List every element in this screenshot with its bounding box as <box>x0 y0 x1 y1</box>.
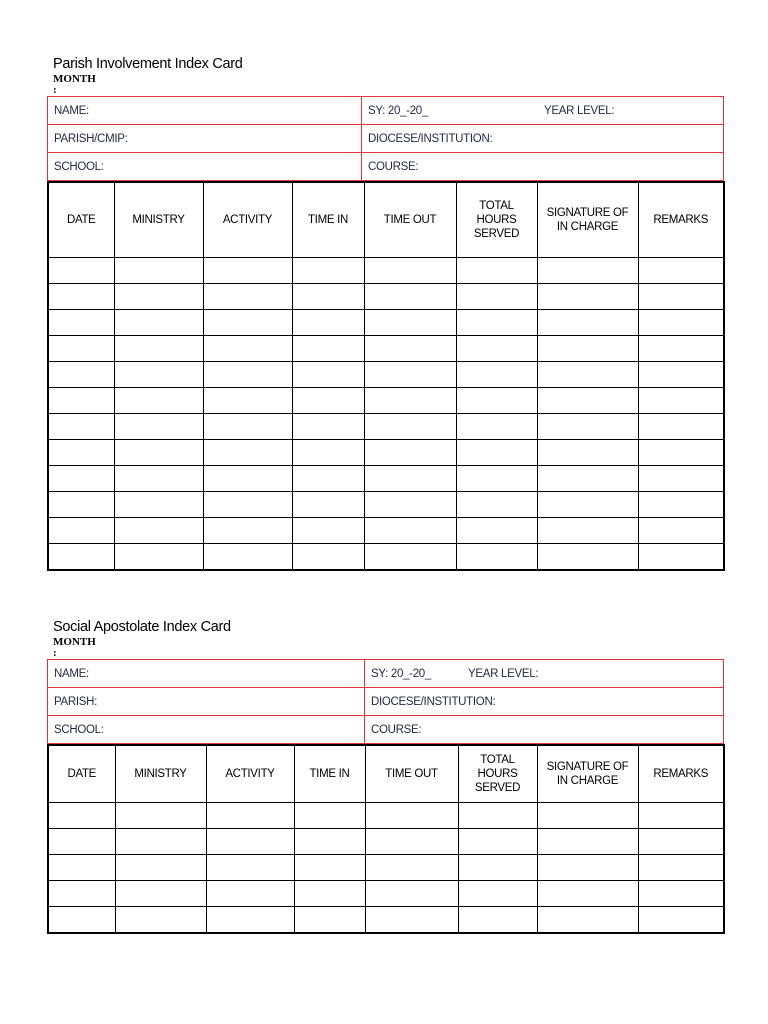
cell-time-out[interactable] <box>364 258 456 284</box>
cell-time-in[interactable] <box>292 336 364 362</box>
cell-time-out[interactable] <box>364 414 456 440</box>
cell-time-out[interactable] <box>364 440 456 466</box>
table-row <box>48 284 724 310</box>
header-row <box>48 182 724 258</box>
cell-remarks[interactable] <box>638 362 724 388</box>
table-row <box>48 466 724 492</box>
cell-time-out[interactable] <box>364 284 456 310</box>
cell-time-in[interactable] <box>294 829 365 855</box>
cell-remarks[interactable] <box>638 414 724 440</box>
table-row <box>48 258 724 284</box>
col-time-in-header: TIME IN <box>294 745 365 803</box>
cell-date[interactable] <box>48 881 115 907</box>
cell-ministry[interactable] <box>114 388 203 414</box>
cell-signature[interactable] <box>537 544 638 571</box>
cell-signature[interactable] <box>537 518 638 544</box>
table-row <box>48 518 724 544</box>
course-label: COURSE: <box>368 160 419 173</box>
table-row <box>48 492 724 518</box>
card-title: Social Apostolate Index Card <box>53 619 231 635</box>
cell-total-hours[interactable] <box>456 388 537 414</box>
cell-activity[interactable] <box>203 362 292 388</box>
cell-time-in[interactable] <box>292 544 364 571</box>
table-row <box>48 829 724 855</box>
month-label: MONTH <box>53 636 96 648</box>
cell-date[interactable] <box>48 492 114 518</box>
cell-ministry[interactable] <box>114 466 203 492</box>
cell-remarks[interactable] <box>638 855 724 881</box>
cell-signature[interactable] <box>537 414 638 440</box>
info-table <box>47 659 724 744</box>
info-row <box>48 153 724 181</box>
course-field[interactable] <box>362 153 724 181</box>
table-row <box>48 440 724 466</box>
cell-total-hours[interactable] <box>456 414 537 440</box>
col-remarks-header: REMARKS <box>638 182 724 258</box>
cell-signature[interactable] <box>537 492 638 518</box>
cell-activity[interactable] <box>203 284 292 310</box>
cell-time-out[interactable] <box>364 466 456 492</box>
cell-time-in[interactable] <box>294 855 365 881</box>
name-label: NAME: <box>54 667 89 680</box>
cell-activity[interactable] <box>203 492 292 518</box>
table-row <box>48 803 724 829</box>
cell-remarks[interactable] <box>638 258 724 284</box>
cell-signature[interactable] <box>537 310 638 336</box>
cell-ministry[interactable] <box>114 336 203 362</box>
info-table <box>47 96 724 181</box>
cell-ministry[interactable] <box>114 544 203 571</box>
cell-activity[interactable] <box>206 881 294 907</box>
cell-signature[interactable] <box>537 803 638 829</box>
col-date-header: DATE <box>48 745 115 803</box>
cell-total-hours[interactable] <box>458 881 537 907</box>
sy-year-field[interactable] <box>362 97 724 125</box>
cell-activity[interactable] <box>203 388 292 414</box>
col-activity-header: ACTIVITY <box>206 745 294 803</box>
cell-signature[interactable] <box>537 855 638 881</box>
cell-date[interactable] <box>48 855 115 881</box>
cell-total-hours[interactable] <box>456 284 537 310</box>
cell-remarks[interactable] <box>638 310 724 336</box>
cell-date[interactable] <box>48 518 114 544</box>
cell-time-in[interactable] <box>294 907 365 934</box>
card-title: Parish Involvement Index Card <box>53 56 243 72</box>
cell-remarks[interactable] <box>638 803 724 829</box>
parish-involvement-card <box>47 55 723 571</box>
table-row <box>48 362 724 388</box>
cell-date[interactable] <box>48 544 114 571</box>
col-activity-header: ACTIVITY <box>203 182 292 258</box>
cell-time-out[interactable] <box>364 544 456 571</box>
school-label: SCHOOL: <box>54 723 104 736</box>
cell-ministry[interactable] <box>115 881 206 907</box>
cell-ministry[interactable] <box>114 258 203 284</box>
parish-field[interactable] <box>48 125 362 153</box>
cell-remarks[interactable] <box>638 492 724 518</box>
month-label: MONTH <box>53 73 96 85</box>
cell-activity[interactable] <box>203 310 292 336</box>
cell-remarks[interactable] <box>638 907 724 934</box>
col-time-in-header: TIME IN <box>292 182 364 258</box>
log-table <box>47 181 725 571</box>
cell-activity[interactable] <box>203 466 292 492</box>
col-time-out-header: TIME OUT <box>365 745 458 803</box>
cell-ministry[interactable] <box>114 518 203 544</box>
cell-signature[interactable] <box>537 881 638 907</box>
cell-signature[interactable] <box>537 258 638 284</box>
cell-total-hours[interactable] <box>456 518 537 544</box>
cell-date[interactable] <box>48 466 114 492</box>
cell-time-in[interactable] <box>292 414 364 440</box>
school-field[interactable] <box>48 716 365 744</box>
cell-date[interactable] <box>48 362 114 388</box>
col-signature-header: SIGNATURE OF IN CHARGE <box>537 745 638 803</box>
cell-signature[interactable] <box>537 388 638 414</box>
col-signature-header: SIGNATURE OF IN CHARGE <box>537 182 638 258</box>
table-row <box>48 388 724 414</box>
cell-time-in[interactable] <box>292 466 364 492</box>
cell-time-in[interactable] <box>292 440 364 466</box>
cell-activity[interactable] <box>206 803 294 829</box>
cell-ministry[interactable] <box>114 440 203 466</box>
diocese-field[interactable] <box>365 688 724 716</box>
cell-time-out[interactable] <box>365 829 458 855</box>
cell-time-out[interactable] <box>364 362 456 388</box>
cell-ministry[interactable] <box>115 829 206 855</box>
cell-signature[interactable] <box>537 336 638 362</box>
cell-remarks[interactable] <box>638 440 724 466</box>
cell-remarks[interactable] <box>638 518 724 544</box>
course-field[interactable] <box>365 716 724 744</box>
cell-time-out[interactable] <box>364 388 456 414</box>
year-level-label: YEAR LEVEL: <box>468 667 539 680</box>
cell-ministry[interactable] <box>115 907 206 934</box>
info-row <box>48 125 724 153</box>
cell-ministry[interactable] <box>114 414 203 440</box>
col-ministry-header: MINISTRY <box>115 745 206 803</box>
school-field[interactable] <box>48 153 362 181</box>
cell-time-out[interactable] <box>364 336 456 362</box>
cell-total-hours[interactable] <box>458 907 537 934</box>
cell-time-in[interactable] <box>292 310 364 336</box>
cell-activity[interactable] <box>203 414 292 440</box>
cell-time-out[interactable] <box>365 907 458 934</box>
cell-total-hours[interactable] <box>456 362 537 388</box>
cell-date[interactable] <box>48 829 115 855</box>
cell-signature[interactable] <box>537 284 638 310</box>
name-field[interactable] <box>48 660 365 688</box>
cell-total-hours[interactable] <box>456 492 537 518</box>
school-label: SCHOOL: <box>54 160 104 173</box>
cell-activity[interactable] <box>203 440 292 466</box>
diocese-label: DIOCESE/INSTITUTION: <box>371 695 496 708</box>
cell-remarks[interactable] <box>638 466 724 492</box>
cell-activity[interactable] <box>206 855 294 881</box>
cell-remarks[interactable] <box>638 388 724 414</box>
cell-total-hours[interactable] <box>458 829 537 855</box>
cell-time-out[interactable] <box>365 855 458 881</box>
cell-time-in[interactable] <box>292 284 364 310</box>
cell-time-out[interactable] <box>365 881 458 907</box>
year-level-label: YEAR LEVEL: <box>544 104 615 117</box>
col-total-hours-header: TOTAL HOURS SERVED <box>456 182 537 258</box>
sy-label: SY: 20_-20_ <box>368 104 429 117</box>
parish-label: PARISH/CMIP: <box>54 132 128 145</box>
table-row <box>48 336 724 362</box>
info-row <box>48 660 724 688</box>
cell-time-in[interactable] <box>292 518 364 544</box>
col-time-out-header: TIME OUT <box>364 182 456 258</box>
table-row <box>48 881 724 907</box>
cell-date[interactable] <box>48 310 114 336</box>
cell-total-hours[interactable] <box>456 336 537 362</box>
cell-ministry[interactable] <box>114 492 203 518</box>
cell-activity[interactable] <box>203 258 292 284</box>
table-row <box>48 310 724 336</box>
cell-date[interactable] <box>48 258 114 284</box>
col-ministry-header: MINISTRY <box>114 182 203 258</box>
cell-total-hours[interactable] <box>456 310 537 336</box>
cell-total-hours[interactable] <box>456 466 537 492</box>
cell-signature[interactable] <box>537 907 638 934</box>
cell-remarks[interactable] <box>638 284 724 310</box>
cell-time-in[interactable] <box>294 881 365 907</box>
cell-time-in[interactable] <box>292 258 364 284</box>
col-total-hours-header: TOTAL HOURS SERVED <box>458 745 537 803</box>
cell-ministry[interactable] <box>115 855 206 881</box>
cell-activity[interactable] <box>206 907 294 934</box>
cell-date[interactable] <box>48 414 114 440</box>
header-row <box>48 745 724 803</box>
cell-time-out[interactable] <box>364 518 456 544</box>
diocese-field[interactable] <box>362 125 724 153</box>
cell-total-hours[interactable] <box>458 855 537 881</box>
cell-signature[interactable] <box>537 829 638 855</box>
diocese-label: DIOCESE/INSTITUTION: <box>368 132 493 145</box>
cell-remarks[interactable] <box>638 881 724 907</box>
cell-total-hours[interactable] <box>456 440 537 466</box>
cell-remarks[interactable] <box>638 829 724 855</box>
table-row <box>48 907 724 934</box>
name-label: NAME: <box>54 104 89 117</box>
cell-ministry[interactable] <box>114 362 203 388</box>
cell-activity[interactable] <box>206 829 294 855</box>
cell-ministry[interactable] <box>114 310 203 336</box>
cell-date[interactable] <box>48 388 114 414</box>
course-label: COURSE: <box>371 723 422 736</box>
cell-remarks[interactable] <box>638 544 724 571</box>
info-row <box>48 97 724 125</box>
col-remarks-header: REMARKS <box>638 745 724 803</box>
cell-activity[interactable] <box>203 518 292 544</box>
log-table <box>47 744 725 934</box>
sy-label: SY: 20_-20_ <box>371 667 432 680</box>
col-date-header: DATE <box>48 182 114 258</box>
table-row <box>48 414 724 440</box>
cell-date[interactable] <box>48 336 114 362</box>
cell-remarks[interactable] <box>638 336 724 362</box>
cell-total-hours[interactable] <box>456 258 537 284</box>
cell-time-out[interactable] <box>365 803 458 829</box>
social-apostolate-card <box>47 618 723 934</box>
name-field[interactable] <box>48 97 362 125</box>
cell-time-in[interactable] <box>292 362 364 388</box>
cell-total-hours[interactable] <box>456 544 537 571</box>
cell-ministry[interactable] <box>114 284 203 310</box>
parish-field[interactable] <box>48 688 365 716</box>
cell-time-out[interactable] <box>364 492 456 518</box>
parish-label: PARISH: <box>54 695 98 708</box>
cell-date[interactable] <box>48 284 114 310</box>
cell-time-out[interactable] <box>364 310 456 336</box>
info-row <box>48 716 724 744</box>
cell-time-in[interactable] <box>292 388 364 414</box>
table-row <box>48 544 724 571</box>
cell-date[interactable] <box>48 440 114 466</box>
table-row <box>48 855 724 881</box>
sy-year-field[interactable] <box>365 660 724 688</box>
info-row <box>48 688 724 716</box>
cell-activity[interactable] <box>203 544 292 571</box>
cell-time-in[interactable] <box>294 803 365 829</box>
cell-signature[interactable] <box>537 466 638 492</box>
cell-ministry[interactable] <box>115 803 206 829</box>
cell-date[interactable] <box>48 803 115 829</box>
month-colon: : <box>53 84 57 96</box>
month-colon: : <box>53 647 57 659</box>
cell-date[interactable] <box>48 907 115 934</box>
cell-activity[interactable] <box>203 336 292 362</box>
cell-signature[interactable] <box>537 362 638 388</box>
cell-time-in[interactable] <box>292 492 364 518</box>
cell-signature[interactable] <box>537 440 638 466</box>
cell-total-hours[interactable] <box>458 803 537 829</box>
